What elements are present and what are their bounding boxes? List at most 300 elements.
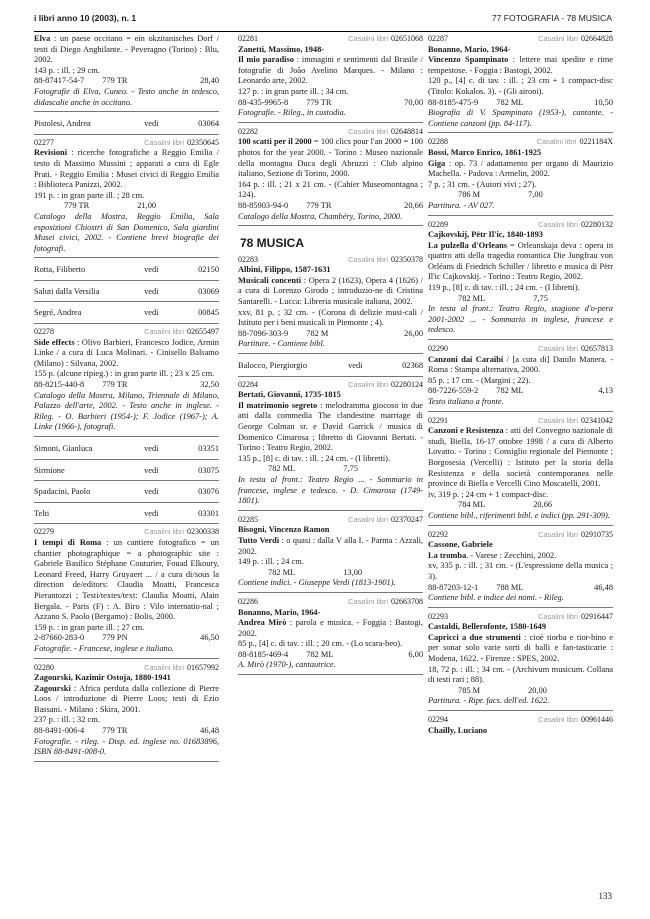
entry-id-row — [34, 138, 219, 149]
entry-physical-description: 85 p. ; 17 cm. - (Margini ; 22). — [428, 375, 531, 385]
publisher-label: Casalini libri — [538, 715, 578, 725]
xref-name: Spadacini, Paolo — [34, 487, 91, 497]
entry-description — [428, 355, 613, 376]
entry-note: Contiene bibl. e indice dei nomi. - Rileg. — [428, 593, 564, 603]
catalog-entry — [34, 327, 219, 437]
entry-class-code: 786 M — [458, 190, 481, 200]
entry-description — [238, 401, 423, 454]
entry-author: Bisogni, Vincenzo Ramon — [238, 525, 330, 535]
publisher-label: Casalini libri — [348, 514, 388, 524]
entry-price: 70,00 — [404, 97, 423, 107]
entry-author: Chailly, Luciano — [428, 725, 488, 735]
catalog-entry — [428, 416, 613, 526]
entry-price: 20,66 — [404, 200, 423, 210]
entry-id: 02289 — [428, 219, 448, 229]
catalog-number: 00961446 — [581, 715, 613, 725]
entry-body: = Orleanskaja deva : opera in quattro atti della tragedia romantica Die Jungfrau von Orléans di Friedrich Schiller / libretto e musica di Pëtr Il'ic Cajkovskij. - Torino : Teatro Regio, 2002. — [428, 240, 614, 282]
entry-body: : Olivo Barbieri, Francesco Jodice, Armin Linke / a cura di Luca Molinari. - Cinisello Balsamo (Milano) : Silvana, 2002. — [34, 337, 219, 368]
xref-id: 03064 — [198, 119, 219, 129]
entry-author: Zanetti, Massimo, 1948- — [238, 44, 325, 54]
entry-title: Revisioni — [34, 148, 68, 158]
entry-isbn-row — [238, 464, 423, 475]
cross-reference — [34, 506, 219, 525]
entry-isbn-row — [34, 726, 219, 737]
catalog-entry — [238, 597, 423, 675]
catalog-entry — [238, 34, 423, 123]
entry-physical-description: xxv, 81 p. ; 32 cm. - (Corona di delizie musi-cali / Istituto per i beni musicali in Piemonte ; 4). — [238, 307, 423, 328]
entry-id-row — [428, 344, 613, 355]
entry-ref — [537, 137, 613, 148]
entry-note: Fotografie. - Francese, inglese e italiano. — [34, 643, 175, 653]
catalog-entry — [428, 220, 613, 341]
xref-id: 02368 — [402, 361, 423, 371]
catalog-entry — [34, 34, 219, 112]
entry-id: 02291 — [428, 415, 448, 425]
publisher-label: Casalini libri — [144, 662, 184, 672]
entry-price: 4,13 — [598, 386, 613, 396]
xref-vedi: vedi — [144, 508, 159, 518]
entry-physical-description: 7 p. ; 31 cm. - (Autori vivi ; 27). — [428, 179, 537, 189]
entry-isbn-row — [34, 380, 219, 391]
entry-physical-description: 164 p. : ill. ; 21 x 21 cm. - (Cahier Museomontagna ; 124). — [238, 179, 423, 200]
entry-isbn: 88-7096-303-9 — [238, 328, 289, 338]
entry-class-code: 782 M — [306, 328, 329, 338]
entry-physical-description: iv, 319 p. ; 24 cm + 1 compact-disc. — [428, 489, 549, 499]
xref-id: 03076 — [198, 487, 219, 497]
entry-isbn-row — [34, 76, 219, 87]
publisher-label: Casalini libri — [348, 34, 388, 43]
entry-isbn: 2-87660-283-0 — [34, 633, 85, 643]
entry-note: Biografia di V. Spampinato (1953-), cantante. - Contiene canzoni (pp. 84-117). — [428, 108, 613, 128]
xref-id: 03351 — [198, 444, 219, 453]
catalog-number: 02910735 — [581, 529, 613, 539]
entry-ref — [538, 715, 613, 726]
entry-body: : Opera 2 (1623), Opera 4 (1626) / a cura di Lorenzo Girodo ; introduzio-ne di Cristina Santarelli. - Lucca: Libreria musicale italiana, 2002. — [238, 275, 423, 307]
entry-id-row — [428, 34, 613, 45]
header-left: i libri anno 10 (2003), n. 1 — [34, 13, 137, 23]
column-2 — [238, 34, 423, 679]
catalog-entry — [238, 380, 423, 511]
entry-body: : Africa perduta dalla collezione di Pierre Loos / introduzione di Pierre Loos; testi di Ezio Bassani. - Milano : Skira, 2001. — [34, 683, 219, 714]
entry-id-row — [238, 34, 423, 45]
publisher-label: Casalini libri — [538, 611, 578, 621]
publisher-label: Casalini libri — [538, 219, 578, 229]
catalog-number: 02280132 — [581, 219, 613, 229]
entry-physical-description: 135 p., [8] c. di tav. : ill. ; 24 cm. - (I libretti). — [238, 453, 391, 463]
xref-id: 02150 — [198, 265, 219, 275]
entry-physical-description: 191 p. : in gran parte ill. ; 28 cm. — [34, 190, 145, 200]
entry-id: 02285 — [238, 514, 258, 524]
xref-id: 03301 — [198, 508, 219, 518]
entry-id: 02288 — [428, 137, 448, 147]
entry-class-code: 782 ML — [268, 567, 296, 577]
entry-description — [34, 148, 219, 190]
entry-physical-description: 18, 72 p. : ill. ; 34 cm. - (Archivum musicum. Collana di testi rari ; 88). — [428, 664, 613, 685]
entry-author: Bonanno, Mario, 1964- — [428, 44, 511, 54]
entry-isbn-row — [428, 500, 613, 511]
catalog-entry — [34, 527, 219, 658]
catalog-number: 02657813 — [581, 344, 613, 354]
entry-title: Canzoni e Resistenza — [428, 426, 504, 436]
entry-price: 13,00 — [343, 567, 363, 577]
cross-reference — [34, 463, 219, 482]
entry-id: 02283 — [238, 254, 258, 264]
entry-title: 100 scatti per il 2000 — [238, 137, 312, 147]
entry-id: 02293 — [428, 611, 448, 621]
xref-name: Simoni, Gianluca — [34, 444, 93, 453]
entry-price: 26,00 — [404, 328, 423, 338]
entry-isbn-row — [428, 583, 613, 594]
entry-title: La tromba — [428, 550, 467, 560]
entry-body: : atti del Convegno nazionale di studi, Biella, 16-17 ottobre 1998 / a cura di Alberto Lovatto. - Torino : Consiglio regionale del Piemonte ; Borgosesia (Vercelli) : Istituto per la storia della Resistenza e della società contemporanea nelle province di Biella e Vercelli Cino Moscatelli, 2001. — [428, 426, 613, 489]
catalog-number: 02651068 — [391, 34, 423, 43]
entry-description — [238, 618, 423, 639]
publisher-label: Casalini libri — [348, 126, 388, 136]
publisher-label: Casalini libri — [538, 344, 578, 354]
entry-description — [34, 684, 219, 716]
catalog-entry — [34, 663, 219, 762]
entry-price: 32,50 — [200, 380, 219, 390]
entry-description — [238, 55, 423, 87]
entry-description — [34, 34, 219, 66]
entry-description — [238, 137, 423, 179]
entry-isbn-row — [34, 201, 219, 212]
entry-id: 02290 — [428, 344, 448, 354]
entry-title: I tempi di Roma — [34, 537, 102, 547]
entry-id-row — [428, 137, 613, 148]
entry-price: 46,48 — [594, 582, 613, 592]
entry-id-row — [238, 515, 423, 526]
entry-price: 20,66 — [533, 500, 553, 510]
entry-ref — [144, 527, 219, 538]
entry-class-code: 779 TR — [102, 380, 128, 390]
xref-vedi: vedi — [144, 265, 159, 275]
entry-price: 6,00 — [408, 649, 423, 659]
entry-isbn: 88-435-9965-8 — [238, 97, 289, 107]
entry-ref — [144, 327, 219, 338]
entry-price: 21,00 — [137, 201, 157, 211]
entry-body: : op. 73 / adattamento per organo di Maurizio Machella. - Padova : Armelin, 2002. — [428, 158, 613, 179]
entry-note: In testa al front.: Teatro Regio, stagione d'o-pera 2001-2002 ... - Sommario in inglese, francese e tedesco. — [428, 304, 613, 335]
entry-isbn: 88-8491-006-4 — [34, 726, 85, 736]
entry-physical-description: 237 p. : ill. ; 32 cm. — [34, 715, 100, 725]
entry-body: : ricerche fotografiche a Reggio Emilia / testo di Massimo Mussini ; apparati a cura di Egle Prati. - Reggio Emilia : Musei civici di Reggio Emilia : Biblioteca Panizzi, 2002. — [34, 148, 219, 190]
xref-name: Sirmione — [34, 465, 65, 475]
xref-name: Segré, Andrea — [34, 308, 82, 318]
entry-price: 46,48 — [200, 726, 219, 736]
catalog-entry — [428, 34, 613, 133]
entry-id: 02277 — [34, 137, 54, 147]
entry-description — [34, 538, 219, 623]
entry-class-code: 784 ML — [458, 500, 486, 510]
entry-id: 02286 — [238, 596, 258, 606]
entry-body: . - Varese : Zecchini, 2002. — [466, 550, 557, 560]
entry-description — [238, 276, 423, 308]
entry-title: Side effects — [34, 337, 75, 347]
entry-class-code: 779 TR — [102, 76, 128, 86]
catalog-entry — [428, 715, 613, 739]
catalog-number: 02341042 — [581, 415, 613, 425]
entry-note: Fotografie. - rileg. - Disp. ed. inglese no. 01683896, ISBN 88-8491-008-0. — [34, 736, 219, 757]
entry-physical-description: 85 p., [4] c. di tav. : ill. ; 20 cm. - (Lo scara-beo). — [238, 639, 403, 649]
catalog-number: 02370247 — [391, 514, 423, 524]
entry-ref — [538, 416, 613, 427]
entry-title: Il mio paradiso — [238, 55, 294, 65]
entry-ref — [348, 127, 423, 138]
publisher-label: Casalini libri — [144, 327, 184, 337]
publisher-label: Casalini libri — [348, 254, 388, 264]
entry-description — [428, 241, 613, 283]
xref-vedi: vedi — [144, 487, 159, 497]
entry-class-code: 782 ML — [496, 97, 524, 107]
column-2-music-entries — [238, 255, 423, 675]
section-heading-musica: 78 MUSICA — [240, 236, 305, 251]
entry-physical-description: xv, 335 p. : ill. ; 31 cm. - (L'espressione della musica ; 3). — [428, 561, 613, 581]
entry-note: A. Mirò (1970-), cantautrice. — [238, 660, 336, 670]
entry-author: Zagourski, Kazimir Ostoja, 1880-1941 — [34, 673, 171, 683]
publisher-label: Casalini libri — [144, 137, 184, 147]
entry-ref — [538, 612, 613, 623]
column-2-photo-entries — [238, 34, 423, 226]
entry-isbn-row — [428, 294, 613, 305]
entry-body: : o quasi : dalla V alla I. - Parma : Azzali, 2002. — [238, 535, 423, 556]
entry-class-code: 779 TR — [306, 200, 332, 210]
entry-author: Bertati, Giovanni, 1735-1815 — [238, 390, 341, 400]
cross-reference — [34, 116, 219, 135]
entry-id: 02279 — [34, 527, 54, 537]
publisher-label: Casalini libri — [538, 415, 578, 425]
entry-class-code: 779 PN — [102, 633, 128, 643]
catalog-entry — [428, 344, 613, 412]
entry-id-row — [428, 220, 613, 231]
entry-body: : immagini e sentimenti dal Brasile / fotografie di João Avelino Marques. - Milano : Leonardo arte, 2002. — [238, 55, 423, 86]
cross-reference — [34, 262, 219, 281]
xref-vedi: vedi — [144, 308, 159, 318]
entry-description — [428, 55, 613, 76]
xref-name: Saluti dalla Versilia — [34, 286, 100, 296]
column-1 — [34, 34, 219, 766]
catalog-entry — [428, 137, 613, 215]
entry-note: Fotografie di Elva, Cuneo. - Testo anche in tedesco, didascalie anche in occitano. — [34, 86, 219, 107]
cross-reference — [34, 284, 219, 303]
entry-isbn-row — [428, 386, 613, 397]
entry-id-row — [34, 663, 219, 674]
entry-ref — [538, 344, 613, 355]
entry-class-code: 782 ML — [268, 464, 296, 474]
catalog-entry — [428, 530, 613, 608]
entry-isbn: 88-7226-559-2 — [428, 386, 479, 396]
entry-class-code: 785 M — [458, 685, 481, 695]
catalog-entry — [238, 515, 423, 593]
publisher-label: Casalini libri — [538, 529, 578, 539]
entry-price: 7,00 — [528, 190, 543, 200]
entry-class-code: 782 ML — [306, 649, 334, 659]
catalog-number: 02655497 — [187, 327, 219, 337]
entry-author: Bossi, Marco Enrico, 1861-1925 — [428, 147, 542, 157]
entry-class-code: 779 TR — [102, 726, 128, 736]
entry-physical-description: 159 p. : in gran parte ill. ; 27 cm. — [34, 622, 145, 632]
column-3 — [428, 34, 613, 743]
catalog-number: 0221184X — [579, 137, 613, 147]
entry-ref — [348, 380, 423, 391]
publisher-label: Casalini libri — [144, 527, 184, 537]
entry-isbn: 88-85903-94-0 — [238, 200, 289, 210]
xref-vedi: vedi — [348, 361, 363, 371]
publisher-label: Casalini libri — [538, 34, 578, 43]
entry-class-code: 779 TR — [306, 97, 332, 107]
entry-id-row — [428, 715, 613, 726]
entry-author: Albini, Filippo, 1587-1631 — [238, 265, 331, 275]
running-header — [34, 13, 612, 27]
publisher-label: Casalini libri — [536, 137, 577, 147]
entry-price: 7,75 — [343, 464, 358, 474]
xref-name: Balocco, Piergiorgio — [238, 361, 308, 371]
entry-price: 46,50 — [200, 633, 219, 643]
entry-note: Partitura. - AV 027. — [428, 200, 495, 210]
entry-author: Castaldi, Bellerofonte, 1580-1649 — [428, 622, 547, 632]
entry-isbn: 88-8185-469-4 — [238, 649, 289, 659]
entry-title: Canzoni dai Caraibi — [428, 354, 504, 364]
entry-id-row — [34, 527, 219, 538]
entry-price: 7,75 — [533, 293, 548, 303]
entry-note: Catalogo della Mostra, Milano, Triennale di Milano, Palazzo dell'arte, 2002. - Testo anche in inglese. - Rileg. - O. Barbieri (1954-); F. Jodice (1967-); A. Linke (1966-), fotografi. — [34, 390, 219, 432]
cross-reference — [238, 358, 423, 377]
entry-body: : melodramma giocoso in due atti dalla commedia The clandestine marriage di George Colman sr. e David Garrick / musica di Domenico Cimarosa ; libretto di Giovanni Bertati. - Torino : Teatro Regio, 2002. — [238, 400, 423, 453]
entry-isbn-row — [238, 98, 423, 109]
entry-class-code: 788 ML — [496, 582, 524, 592]
entry-isbn: 88-87203-12-1 — [428, 582, 479, 592]
entry-ref — [538, 530, 613, 541]
entry-price: 28,40 — [200, 76, 219, 86]
entry-id-row — [428, 612, 613, 623]
entry-body: : parola e musica. - Foggia : Bastogi, 2002. — [238, 618, 423, 638]
entry-physical-description: 119 p., [8] c. di tav. : ill. ; 24 cm. - (I libretti). — [428, 283, 580, 293]
entry-description — [428, 551, 613, 562]
entry-title: Vincenzo Spampinato — [428, 55, 509, 65]
xref-name: Pistolesi, Andrea — [34, 119, 91, 129]
entry-description — [428, 159, 613, 180]
catalog-entry — [238, 255, 423, 354]
entry-isbn-row — [238, 650, 423, 661]
entry-note: Partiture. - Contiene bibl. — [238, 339, 325, 349]
entry-ref — [348, 34, 423, 45]
entry-title: Elva — [34, 34, 51, 43]
entry-note: Catalogo della Mostra, Reggio Emilia, Sala esposizioni Chiostri di San Domenico, Sala giardini Musei civici, 2002. - Contiene brevi biografie dei fotografi. — [34, 211, 219, 253]
entry-ref — [144, 138, 219, 149]
catalog-number: 02648814 — [391, 126, 423, 136]
entry-isbn-row — [238, 329, 423, 340]
cross-reference — [34, 441, 219, 460]
catalog-number: 02664828 — [581, 34, 613, 43]
entry-isbn: 88-8185-475-9 — [428, 97, 479, 107]
catalog-number: 02300338 — [187, 527, 219, 537]
entry-id: 02292 — [428, 529, 448, 539]
entry-body: : cioè tiorba e tior-bino e per sonar solo varie sorti di balli e fan-tasticarie : Modena, 1622. - Firenze : SPES, 2002. — [428, 632, 613, 664]
entry-physical-description: 149 p. : ill. ; 24 cm. — [238, 557, 304, 567]
xref-vedi: vedi — [144, 444, 159, 453]
entry-title: Zagourski — [34, 683, 71, 693]
entry-physical-description: 120 p., [4] c. di tav. : ill. ; 23 cm + 1 compact-disc (Titolo: Kokalos. 3). - (Gli aironi). — [428, 76, 613, 96]
entry-isbn-row — [428, 98, 613, 109]
cross-reference — [34, 484, 219, 503]
entry-id-row — [238, 127, 423, 138]
entry-ref — [348, 597, 423, 608]
entry-isbn-row — [238, 201, 423, 212]
entry-description — [428, 426, 613, 490]
entry-ref — [538, 34, 613, 45]
entry-title: Capricci a due strumenti — [428, 632, 521, 642]
publisher-label: Casalini libri — [348, 596, 388, 606]
entry-id-row — [34, 327, 219, 338]
entry-title: Tutto Verdi — [238, 535, 280, 545]
entry-class-code: 782 ML — [458, 293, 486, 303]
catalog-number: 02916447 — [581, 611, 613, 621]
entry-body: : un cantiere fotografico = un chantier photographique = a photographic site : Gabriele Basilico Stéphane Couturier, Fouad Elkoury, Leonard Freed, Harry Gruyaert ... / a cura di/sous la direction de/editors: Claudia Moatti, Francesca Pierantozzi ; Testi/textes/text: Claudia Moatti, Alain Bergala. - Paris (F) : A. Biro : Vilo internatio-nal ; Azzano S. Paolo (Bergamo) : Bolis, 2000. — [34, 537, 219, 622]
entry-id-row — [428, 530, 613, 541]
publisher-label: Casalini libri — [348, 379, 388, 389]
entry-title: Il matrimonio segreto — [238, 400, 318, 410]
entry-price: 10,50 — [594, 97, 613, 107]
entry-title: Musicali concenti — [238, 275, 302, 285]
entry-isbn: 88-8215-440-8 — [34, 380, 85, 390]
entry-id: 02287 — [428, 34, 448, 43]
xref-name: Rotta, Filiberto — [34, 265, 86, 275]
entry-physical-description: 127 p. : in gran parte ill. ; 34 cm. — [238, 86, 349, 96]
catalog-entry — [238, 127, 423, 226]
entry-title: La pulzella d'Orleans — [428, 240, 508, 250]
entry-isbn-row — [428, 190, 613, 201]
header-rule — [34, 31, 612, 32]
entry-title: Giga — [428, 158, 446, 168]
entry-author: Cajkovskij, Pëtr Il'ic, 1840-1893 — [428, 230, 543, 240]
entry-id: 02281 — [238, 34, 258, 43]
entry-description — [428, 633, 613, 665]
entry-note: Partitura. - Ripr. facs. dell'ed. 1622. — [428, 696, 550, 706]
entry-id: 02294 — [428, 715, 448, 725]
xref-vedi: vedi — [144, 465, 159, 475]
xref-vedi: vedi — [144, 119, 159, 129]
entry-id-row — [238, 597, 423, 608]
cross-reference — [34, 305, 219, 324]
entry-body: = 100 clics pour l'an 2000 = 100 photos for the year 2000. - Torino : Museo nazionale della montagna Duca degli Abruzzi : Club alpino italiano, Sezione di Torino, 2000. — [238, 137, 423, 179]
entry-note: In testa al front.: Teatro Regio ... - Sommario in francese, inglese e tedesco. - D. Cimarosa (1749-1801). — [238, 474, 423, 506]
entry-isbn-row — [238, 568, 423, 579]
entry-physical-description: 155 p. (alcune ripieg.) : in gran parte ill. ; 23 x 25 cm. — [34, 369, 215, 379]
xref-id: 00845 — [198, 308, 219, 318]
xref-id: 03075 — [198, 465, 219, 475]
entry-ref — [538, 220, 613, 231]
entry-ref — [144, 663, 219, 674]
entry-ref — [348, 515, 423, 526]
header-right: 77 FOTOGRAFIA - 78 MUSICA — [491, 13, 612, 23]
catalog-number: 02280124 — [391, 379, 423, 389]
entry-physical-description: 143 p. : ill. ; 29 cm. — [34, 65, 100, 75]
entry-body: : un paese occitano = ein okzitanisches Dorf / testi di Diego Anghilante. - Peveragno (Torino) : Blu, 2002. — [34, 34, 219, 65]
entry-note: Contiene indici. - Giuseppe Verdi (1813-1901). — [238, 578, 396, 588]
entry-note: Fotografie. - Rileg., in custodia. — [238, 108, 346, 118]
entry-isbn-row — [428, 686, 613, 697]
catalog-number: 01657992 — [187, 662, 219, 672]
entry-description — [238, 536, 423, 557]
entry-note: Testo italiano a fronte. — [428, 397, 504, 406]
entry-class-code: 779 TR — [64, 201, 90, 211]
catalog-number: 02350645 — [187, 137, 219, 147]
entry-title: Andrea Mirò — [238, 618, 287, 628]
catalog-number: 02663708 — [391, 596, 423, 606]
entry-note: Contiene bibl., riferimenti bibl. e indici (pp. 291-309). — [428, 510, 610, 520]
xref-id: 03069 — [198, 286, 219, 296]
page-number: 133 — [598, 891, 612, 901]
